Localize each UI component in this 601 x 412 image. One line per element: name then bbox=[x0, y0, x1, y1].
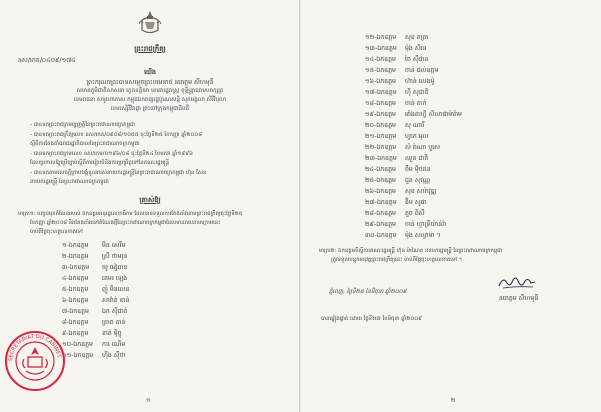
official-number: ១១-ឯកឧត្តម bbox=[62, 352, 94, 359]
official-number: ១៩-ឯកឧត្តម bbox=[365, 111, 396, 118]
official-number: ១៣-ឯកឧត្តម bbox=[365, 45, 397, 52]
sovereign-line: ព្រះករុណាព្រះបាទសម្តេចព្រះបរមនាថ នរោត្តម សីហមុនី bbox=[86, 79, 214, 86]
official-row bbox=[365, 101, 427, 107]
official-name: ចៃ ស៊ីផាន bbox=[405, 56, 429, 63]
official-number: ៦-ឯកឧត្តម bbox=[62, 297, 89, 304]
official-name: យូ អៀឆាន bbox=[102, 264, 128, 271]
recital-line: នាយករដ្ឋមន្ត្រី នៃព្រះរាជាណាចក្រកម្ពុជា bbox=[30, 179, 109, 185]
svg-text:SECRETARIAT DU CABINET: SECRETARIAT DU CABINET bbox=[7, 333, 62, 362]
decree-heading: យើង bbox=[144, 69, 156, 76]
official-row bbox=[62, 276, 127, 282]
official-number: ១-ឯកឧត្តម bbox=[62, 242, 89, 249]
official-number: ២-ឯកឧត្តម bbox=[62, 253, 89, 260]
official-row bbox=[365, 46, 427, 52]
official-number: ២៥-ឯកឧត្តម bbox=[365, 177, 396, 184]
official-number: ២៨-ឯកឧត្តម bbox=[365, 210, 396, 217]
decree-label: ត្រាស់ឱ្យ bbox=[139, 196, 161, 204]
sovereign-line: សមានភូមិជាតិសាសនា រក្ខតខត្តិយា ខេមរារដ្ឋរាស្ត្រ ពុទ្ធិន្ទ្រាធរាមហាក្សត្រ bbox=[76, 88, 224, 94]
official-name: ឯក ស៊ីផាត់ bbox=[102, 308, 128, 315]
page-number: ២ bbox=[451, 397, 456, 404]
royal-crest-icon bbox=[137, 10, 163, 36]
official-number: ១៨-ឯកឧត្តម bbox=[365, 100, 396, 107]
official-number: ១២-ឯកឧត្តម bbox=[365, 34, 397, 41]
official-name: មិន សេរីម bbox=[102, 242, 126, 249]
official-name: សុ ណារី bbox=[405, 122, 425, 129]
official-number: ២០-ឯកឧត្តម bbox=[365, 122, 396, 129]
article-1-line: មាត្រា១: បញ្ចប់មុខតំណែងរបស់ ឯកឧត្តមអនុរដ្ឋលេខាធិការ ដែលបានទទួលការតែងតាំងតាមព្រះរាជក្រឹត្យចុះថ្ងៃទី២៥ bbox=[18, 211, 243, 217]
official-row bbox=[365, 68, 438, 74]
monarch-name: នរោត្តម សីហមុនី bbox=[499, 295, 539, 302]
official-row bbox=[62, 353, 126, 359]
official-name: ម៉ុង សល្លាមា ។ bbox=[405, 232, 441, 239]
official-number: ២៧-ឯកឧត្តម bbox=[365, 199, 397, 206]
official-number: ២៦-ឯកឧត្តម bbox=[365, 188, 396, 195]
official-number: ៧-ឯកឧត្តម bbox=[62, 308, 89, 315]
official-number: ២៩-ឯកឧត្តម bbox=[365, 221, 396, 228]
official-name: ហ៊ាន់ លេងម៉ូ bbox=[405, 78, 435, 85]
official-row bbox=[365, 90, 429, 96]
official-name: តួច ពិសី bbox=[405, 210, 425, 217]
official-name: គេមរ ឡេង bbox=[102, 275, 128, 282]
official-row bbox=[62, 287, 130, 293]
decree-title: ព្រះរាជក្រឹត្យ bbox=[134, 45, 166, 53]
official-number: ១៤-ឯកឧត្តម bbox=[365, 56, 396, 63]
official-number: ៨-ឯកឧត្តម bbox=[62, 319, 89, 326]
official-number: ៥-ឯកឧត្តម bbox=[62, 286, 89, 293]
signing-date: ភ្នំពេញ, ថ្ងៃទី២៥ ខែមិថុនា ឆ្នាំ២០០៩ bbox=[329, 289, 407, 295]
official-name: ពឹម ម៉ិថឥន bbox=[405, 166, 431, 173]
official-row bbox=[365, 178, 430, 184]
official-row bbox=[62, 309, 128, 315]
official-name: ចាន់ ផល់ឧត្តម bbox=[405, 67, 439, 74]
official-row bbox=[365, 200, 427, 206]
footer-note: បានផ្ទៀងផ្ទាត់ ដោយ ថ្ងៃទី២៧ ខែមិថុនា ឆ្នាំ២០០៩ bbox=[321, 316, 422, 322]
official-row bbox=[62, 320, 125, 326]
official-name: គ្រាត តាន់ bbox=[102, 319, 126, 326]
official-name: ញ៉ូ មិនលេខ bbox=[102, 286, 130, 293]
official-number: ១០-ឯកឧត្តម bbox=[62, 341, 93, 348]
official-row bbox=[62, 243, 126, 249]
official-row bbox=[62, 298, 130, 304]
official-name: ការ ណើម bbox=[102, 341, 126, 348]
official-row bbox=[365, 233, 441, 239]
official-number: ២១-ឯកឧត្តម bbox=[365, 133, 397, 140]
article-1-line: ខែកញ្ញា ឆ្នាំ២០០៨ និងតែងតាំងទៅតំណែងថ្មីនៃព្រះរាជាណាចក្រកម្ពុជាដែលមានរាយនាមក្រោមនេះ bbox=[30, 220, 221, 226]
official-name: ហ៊ី សុជាតិ bbox=[405, 89, 429, 96]
official-name: ហ្វាក អុល bbox=[405, 133, 429, 140]
official-row bbox=[365, 35, 428, 41]
official-row bbox=[62, 342, 125, 348]
official-row bbox=[365, 79, 434, 85]
official-name: សាវ៉ាត់ ខាន់ bbox=[102, 297, 130, 304]
official-row bbox=[365, 134, 429, 140]
official-number: ៩-ឯកឧត្តម bbox=[62, 330, 89, 337]
official-name: ខាត់ ម៉ិច្ចុ bbox=[102, 330, 122, 337]
official-number: ១៥-ឯកឧត្តម bbox=[365, 67, 396, 74]
official-name: ស្រី ថាមរុន bbox=[102, 253, 128, 260]
recital-line: - បានទតព្រះរាជក្រមប្បញ្ញត្តិនៃព្រះរាជាណាចក្រកម្ពុជា bbox=[30, 122, 136, 128]
right-page bbox=[301, 0, 601, 412]
document-number: នស/រកត/០៤០៩/១៧៤ bbox=[18, 57, 76, 64]
official-name: សុខ សារ៉ាវុឌ្ឍ bbox=[405, 188, 437, 195]
official-row bbox=[62, 265, 127, 271]
sovereign-line: ខេមរាជនា សមូហោភាស កម្ពុជឯករាជ្យរដ្ឋបូរណសន្តិ សុភមង្គលា សិរីវិបុលា bbox=[73, 97, 227, 103]
recital-line: - បានទតព្រះរាជក្រមលេខ នស/រកម/០១៩៦/០៨ ចុះថ្ងៃទី២៤ ខែមករា ឆ្នាំ១៩៩៦ bbox=[30, 151, 193, 157]
official-name: សុខ គត្រា bbox=[405, 34, 429, 41]
official-name: ហ៊ីង ស៊ីថា bbox=[102, 352, 126, 359]
official-row bbox=[365, 211, 425, 217]
official-row bbox=[365, 222, 446, 228]
official-name: ចាន់ តាក់ bbox=[405, 100, 427, 107]
official-number: ១៦-ឯកឧត្តម bbox=[365, 78, 396, 85]
official-number: ១៧-ឯកឧត្តម bbox=[365, 89, 397, 96]
article-2-line: ត្រូវទទួលបន្ទុកអនុវត្តព្រះរាជក្រឹត្យនេះ ចាប់ពីថ្ងៃចុះហត្ថលេខាតទៅ ។ bbox=[331, 257, 463, 263]
official-name: ចាន់ ហ្គាទ្រីយ៉ាន់រ៉ា bbox=[405, 221, 447, 228]
sovereign-line: ខេមរស្សិរីវិរាជ្ញា ព្រះចៅក្រុងកម្ពុជាធិបតី bbox=[110, 106, 190, 112]
official-seal-stamp bbox=[4, 330, 66, 392]
official-row bbox=[365, 57, 429, 63]
official-number: ២២-ឯកឧត្តម bbox=[365, 144, 397, 151]
official-row bbox=[365, 145, 440, 151]
recital-line: ដែលប្រកាសឱ្យប្រើច្បាប់ស្តីពីការរៀបចំនិងការប្រព្រឹត្តទៅនៃគណៈរដ្ឋមន្ត្រី bbox=[30, 160, 170, 166]
article-1-line: ចាប់ពីថ្ងៃចុះហត្ថលេខាតទៅ bbox=[30, 229, 83, 235]
article-2-line: មាត្រា២: ឯកឧត្តមទីស្តីការគណៈរដ្ឋមន្ត្រី ហ៊ុន ម៉ាណែត នាយករដ្ឋមន្ត្រី នៃព្រះរាជាណាចក្រកម្ពុជា bbox=[319, 248, 503, 254]
official-number: ៣-ឯកឧត្តម bbox=[62, 264, 90, 271]
official-number: ២៤-ឯកឧត្តម bbox=[365, 166, 396, 173]
official-row bbox=[365, 189, 436, 195]
official-name: អាំងតាហ្វិ សិលាផាម៉ារ៉ាម bbox=[405, 111, 462, 118]
recital-line: ស្តីពីការតែងតាំងរាជរដ្ឋាភិបាលនៃព្រះរាជាណាចក្រកម្ពុជា bbox=[30, 141, 140, 147]
official-name: ម៉ុង សិរន bbox=[405, 45, 427, 52]
official-name: ខ៊ិម សូផា bbox=[405, 199, 427, 206]
official-name: ជួន សុវណ្ណ bbox=[405, 177, 431, 184]
official-row bbox=[365, 123, 424, 129]
official-row bbox=[365, 167, 431, 173]
official-row bbox=[62, 254, 127, 260]
official-number: ៤-ឯកឧត្តម bbox=[62, 275, 89, 282]
left-page bbox=[0, 0, 300, 412]
page-number: ១ bbox=[146, 397, 151, 404]
official-name: ឈួន ជាតិ bbox=[405, 155, 429, 162]
recital-line: - បានទតតាមសេចក្តីក្រាបបង្គំទូលរបស់នាយករដ្ឋមន្ត្រីនៃព្រះរាជាណាចក្រកម្ពុជា ហ៊ុន សែន bbox=[30, 170, 207, 176]
official-name: សំ រ៉ាណា បូសេ bbox=[405, 144, 441, 151]
official-row bbox=[62, 331, 122, 337]
official-row bbox=[365, 112, 462, 118]
official-number: ២៣-ឯកឧត្តម bbox=[365, 155, 397, 162]
monarch-signature bbox=[497, 274, 537, 290]
recital-line: - បានទតព្រះរាជក្រឹត្យលេខ នស/រកត/០៩០៨/១០៥៥ ចុះថ្ងៃទី២៥ ខែកញ្ញា ឆ្នាំ២០០៨ bbox=[30, 132, 203, 138]
official-number: ៣០-ឯកឧត្តម bbox=[365, 232, 397, 239]
official-row bbox=[365, 156, 428, 162]
